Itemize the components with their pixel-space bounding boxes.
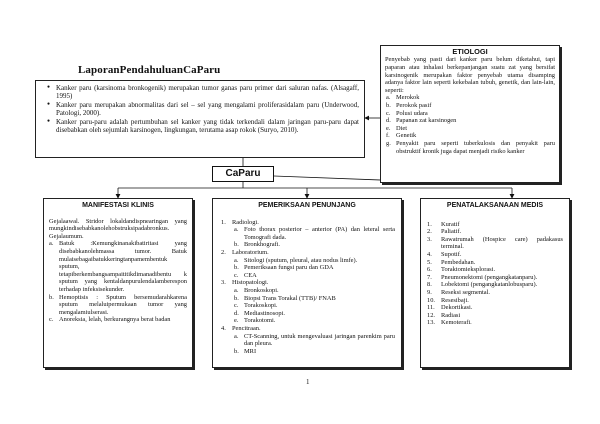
pemeriksaan-subitem-text: Mediastinosopi. [244, 309, 286, 317]
etiologi-item [386, 101, 555, 110]
manifestasi-item-letter: a. [49, 240, 54, 248]
manifestasi-item [49, 293, 187, 317]
pemeriksaan-subitem-letter: b. [234, 241, 239, 249]
pemeriksaan-group-number: 3. [221, 279, 226, 287]
manifestasi-item-letter: c. [49, 316, 54, 324]
etiologi-list [385, 94, 555, 155]
pemeriksaan-subitem [234, 264, 395, 272]
definition-item: ● Kanker paru merupakan abnormalitas dari sel – sel yang mengalami proliferasidalam paru (Underwood, Patologi, 2000). [56, 101, 359, 118]
penatalaksanaan-item-text: Rawatrumah (Hospice care) padakasus terminal. [441, 235, 563, 251]
pemeriksaan-subitem [234, 271, 395, 280]
pemeriksaan-subitem-letter: c. [234, 302, 239, 310]
etiologi-item-letter: a. [386, 94, 391, 102]
penatalaksanaan-item [427, 258, 563, 267]
etiologi-box [380, 45, 560, 183]
pemeriksaan-subitem-text: Bronkoskopi. [244, 286, 279, 294]
penatalaksanaan-item-number: 6. [427, 266, 432, 274]
pemeriksaan-subitem-text: CEA [244, 271, 257, 279]
penatalaksanaan-item-number: 8. [427, 281, 432, 289]
etiologi-text: Penyebab yang pasti dari kanker paru belum diketahui, tapi paparan atau inhalasi berkepanjangan suatu zat yang bersifat karsinogenik merupakan faktor penyebab utama disamping adanya faktor lain seperti kekebalan tubuh, genetik, dan lain-lain, seperti: [385, 56, 555, 94]
penatalaksanaan-item [427, 288, 563, 297]
penatalaksanaan-item-text: Reseksi segmental. [441, 288, 490, 296]
page-number: 1 [306, 378, 310, 386]
pemeriksaan-heading: PEMERIKSAAN PENUNJANG [258, 202, 356, 209]
penatalaksanaan-item [427, 220, 563, 229]
penatalaksanaan-item [427, 281, 563, 289]
penatalaksanaan-item-text: Radiasi [441, 311, 461, 319]
manifestasi-item [49, 240, 187, 293]
penatalaksanaan-item-number: 5. [427, 258, 432, 266]
etiologi-item-text: Penyakit paru seperti tuberkulosis dan penyakit paru obstruktif kronik juga dapat menjadi risiko kanker [396, 139, 555, 155]
pemeriksaan-subitem-letter: b. [234, 264, 239, 272]
pemeriksaan-subitem-text: CT-Scanning, untuk mengevaluasi jaringan parenkim paru dan pleura. [244, 332, 395, 348]
center-label: CaParu [225, 168, 261, 179]
definition-item: ● Kanker paru (karsinoma bronkogenik) merupakan tumor ganas paru primer dari saluran nafas. (Alsagaff, 1995) [56, 84, 359, 101]
etiologi-item-letter: e. [386, 124, 391, 132]
etiologi-item-letter: b. [386, 101, 391, 109]
penatalaksanaan-item-number: 13. [427, 319, 435, 327]
penatalaksanaan-item [427, 319, 563, 327]
penatalaksanaan-item-text: Toraktomieksplorasi. [441, 266, 496, 274]
pemeriksaan-sublist [232, 257, 395, 280]
pemeriksaan-subitem-letter: a. [234, 332, 239, 340]
pemeriksaan-subitem [234, 286, 395, 295]
pemeriksaan-subitem-letter: d. [234, 309, 239, 317]
pemeriksaan-group [221, 324, 395, 355]
pemeriksaan-subitem-letter: b. [234, 294, 239, 302]
manifestasi-item-text: Anoreksia, lelah, berkurangnya berat badan [59, 316, 171, 324]
manifestasi-list [49, 240, 187, 324]
pemeriksaan-subitem-text: Bronkhografi. [244, 241, 281, 249]
etiologi-item-text: Perokok pasif [396, 101, 432, 109]
page-title: LaporanPendahuluanCaParu [78, 64, 221, 76]
penatalaksanaan-item [427, 273, 563, 282]
pemeriksaan-subitem-letter: c. [234, 271, 239, 279]
pemeriksaan-subitem-text: Foto thorax posterior – anterior (PA) dan leteral serta Tomografi dada. [244, 226, 395, 241]
penatalaksanaan-item-text: Kuratif [441, 220, 460, 228]
definition-list [46, 84, 359, 134]
pemeriksaan-subitem-text: Biopsi Trans Torakal (TTB)/ FNAB [244, 294, 336, 302]
pemeriksaan-sublist [232, 287, 395, 325]
pemeriksaan-group-number: 2. [221, 248, 226, 256]
penatalaksanaan-item-text: Kemoterafi. [441, 319, 472, 327]
penatalaksanaan-list [427, 221, 563, 327]
etiologi-item-letter: d. [386, 117, 391, 125]
etiologi-item [386, 139, 555, 155]
pemeriksaan-group-title: Pencitraan. [232, 324, 261, 332]
etiologi-heading: ETIOLOGI [452, 47, 488, 56]
pemeriksaan-group-title: Histopatologi. [232, 279, 269, 287]
pemeriksaan-subitem [234, 347, 395, 356]
etiologi-item-text: Polusi udara [396, 109, 428, 117]
penatalaksanaan-item [427, 311, 563, 320]
etiologi-item-letter: g. [386, 139, 391, 147]
etiologi-item-text: Genetik [396, 132, 417, 140]
penatalaksanaan-item-text: Paliatif. [441, 228, 462, 236]
etiologi-item [386, 109, 555, 118]
pemeriksaan-group-number: 1. [221, 218, 226, 226]
pemeriksaan-group-title: Radiologi. [232, 218, 259, 226]
penatalaksanaan-item-text: Resesibaji. [441, 296, 469, 304]
pemeriksaan-subitem [234, 294, 395, 303]
etiologi-item-text: Diet [396, 124, 408, 132]
definition-box [35, 80, 365, 158]
pemeriksaan-subitem-letter: a. [234, 256, 239, 264]
etiologi-item [386, 132, 555, 140]
pemeriksaan-subitem-text: MRI [244, 347, 257, 355]
manifestasi-item [49, 316, 187, 324]
penatalaksanaan-item-number: 11. [427, 304, 435, 312]
pemeriksaan-group [221, 279, 395, 325]
pemeriksaan-subitem-text: Pemeriksaan fungsi paru dan GDA [244, 264, 334, 272]
penatalaksanaan-item [427, 250, 563, 259]
manifestasi-early: Gejalaawal. Stridor lokaldandispnearingan yang mungkindisebabkanolehobstruksipadabronkus. [49, 217, 187, 233]
pemeriksaan-group [221, 218, 395, 249]
pemeriksaan-subitem-text: Torakoskopi. [244, 302, 278, 310]
etiologi-item [386, 94, 555, 102]
pemeriksaan-subitem [234, 241, 395, 249]
penatalaksanaan-item-text: Supotif. [441, 250, 462, 258]
pemeriksaan-list [219, 219, 395, 356]
penatalaksanaan-item-number: 2. [427, 228, 432, 236]
pemeriksaan-subitem-text: Torakotomi. [244, 317, 276, 325]
manifestasi-item-letter: b. [49, 293, 54, 301]
penatalaksanaan-item-number: 10. [427, 296, 435, 304]
pemeriksaan-group-title: Laboratorium. [232, 248, 269, 256]
penatalaksanaan-item-text: Pembedahan. [441, 258, 476, 266]
manifestasi-item-text: Batuk :Kemungkinanakibatiritasi yang disebabkanolehmassa tumor. Batuk mulaisebagaibatukkeringtanpamembentuk sputum, tetapiberkembangsampaititikdimanadibentu k sputum yang kentaldanpurulendalamberespon terhadap infeksisekunder. [59, 240, 187, 293]
definition-item: ● Kanker paru-paru adalah pertumbuhan sel kanker yang tidak terkendali dalam jaringan paru-paru dapat disebabkan oleh sejumlah karsinogen, lingkungan, terutama asap rokok (Suryo, 2010). [56, 118, 359, 135]
pemeriksaan-subitem-letter: e. [234, 317, 239, 325]
pemeriksaan-subitem-letter: a. [234, 226, 239, 234]
penatalaksanaan-item-text: Lobektomi (pengangkatanlobusparu). [441, 281, 538, 289]
etiologi-item [386, 117, 555, 125]
etiologi-item-text: Merokok [396, 94, 420, 102]
pemeriksaan-subitem [234, 317, 395, 325]
penatalaksanaan-item [427, 304, 563, 312]
pemeriksaan-group-number: 4. [221, 324, 226, 332]
penatalaksanaan-item-text: Pneumonektomi (pengangkatanparu). [441, 273, 538, 281]
center-node [212, 166, 274, 182]
penatalaksanaan-item-text: Dekortikasi. [441, 304, 473, 312]
etiologi-item [386, 124, 555, 133]
penatalaksanaan-item [427, 266, 563, 274]
pemeriksaan-sublist [232, 333, 395, 356]
manifestasi-heading: MANIFESTASI KLINIS [82, 202, 154, 209]
penatalaksanaan-item-number: 1. [427, 220, 432, 228]
pemeriksaan-subitem [234, 256, 395, 265]
etiologi-item-letter: c. [386, 109, 391, 117]
pemeriksaan-subitem-letter: b. [234, 347, 239, 355]
manifestasi-general: Gejalaumum. [49, 232, 84, 240]
penatalaksanaan-item-number: 7. [427, 273, 432, 281]
penatalaksanaan-box [420, 198, 570, 368]
pemeriksaan-subitem-letter: a. [234, 286, 239, 294]
pemeriksaan-group [221, 248, 395, 279]
manifestasi-box [43, 198, 193, 368]
pemeriksaan-subitem-text: Sitologi (sputum, pleural, atau nodus limfe). [244, 256, 358, 264]
pemeriksaan-sublist [232, 226, 395, 249]
etiologi-item-text: Papanan zat karsinogen [396, 117, 457, 125]
penatalaksanaan-item [427, 228, 563, 236]
penatalaksanaan-item-number: 12. [427, 311, 435, 319]
penatalaksanaan-item [427, 235, 563, 251]
pemeriksaan-subitem [234, 332, 395, 348]
penatalaksanaan-item [427, 296, 563, 305]
penatalaksanaan-item-number: 3. [427, 235, 432, 243]
penatalaksanaan-heading: PENATALAKSANAAN MEDIS [446, 202, 544, 209]
pemeriksaan-box [212, 198, 402, 368]
pemeriksaan-subitem [234, 226, 395, 241]
pemeriksaan-subitem [234, 302, 395, 310]
manifestasi-item-text: Hemoptisis : Sputum bersemudarahkarena sputum melaluipermukaan tumor yang mengalamiulserasi. [59, 293, 187, 316]
penatalaksanaan-item-number: 9. [427, 288, 432, 296]
etiologi-item-letter: f. [386, 132, 390, 140]
pemeriksaan-subitem [234, 309, 395, 318]
penatalaksanaan-item-number: 4. [427, 250, 432, 258]
